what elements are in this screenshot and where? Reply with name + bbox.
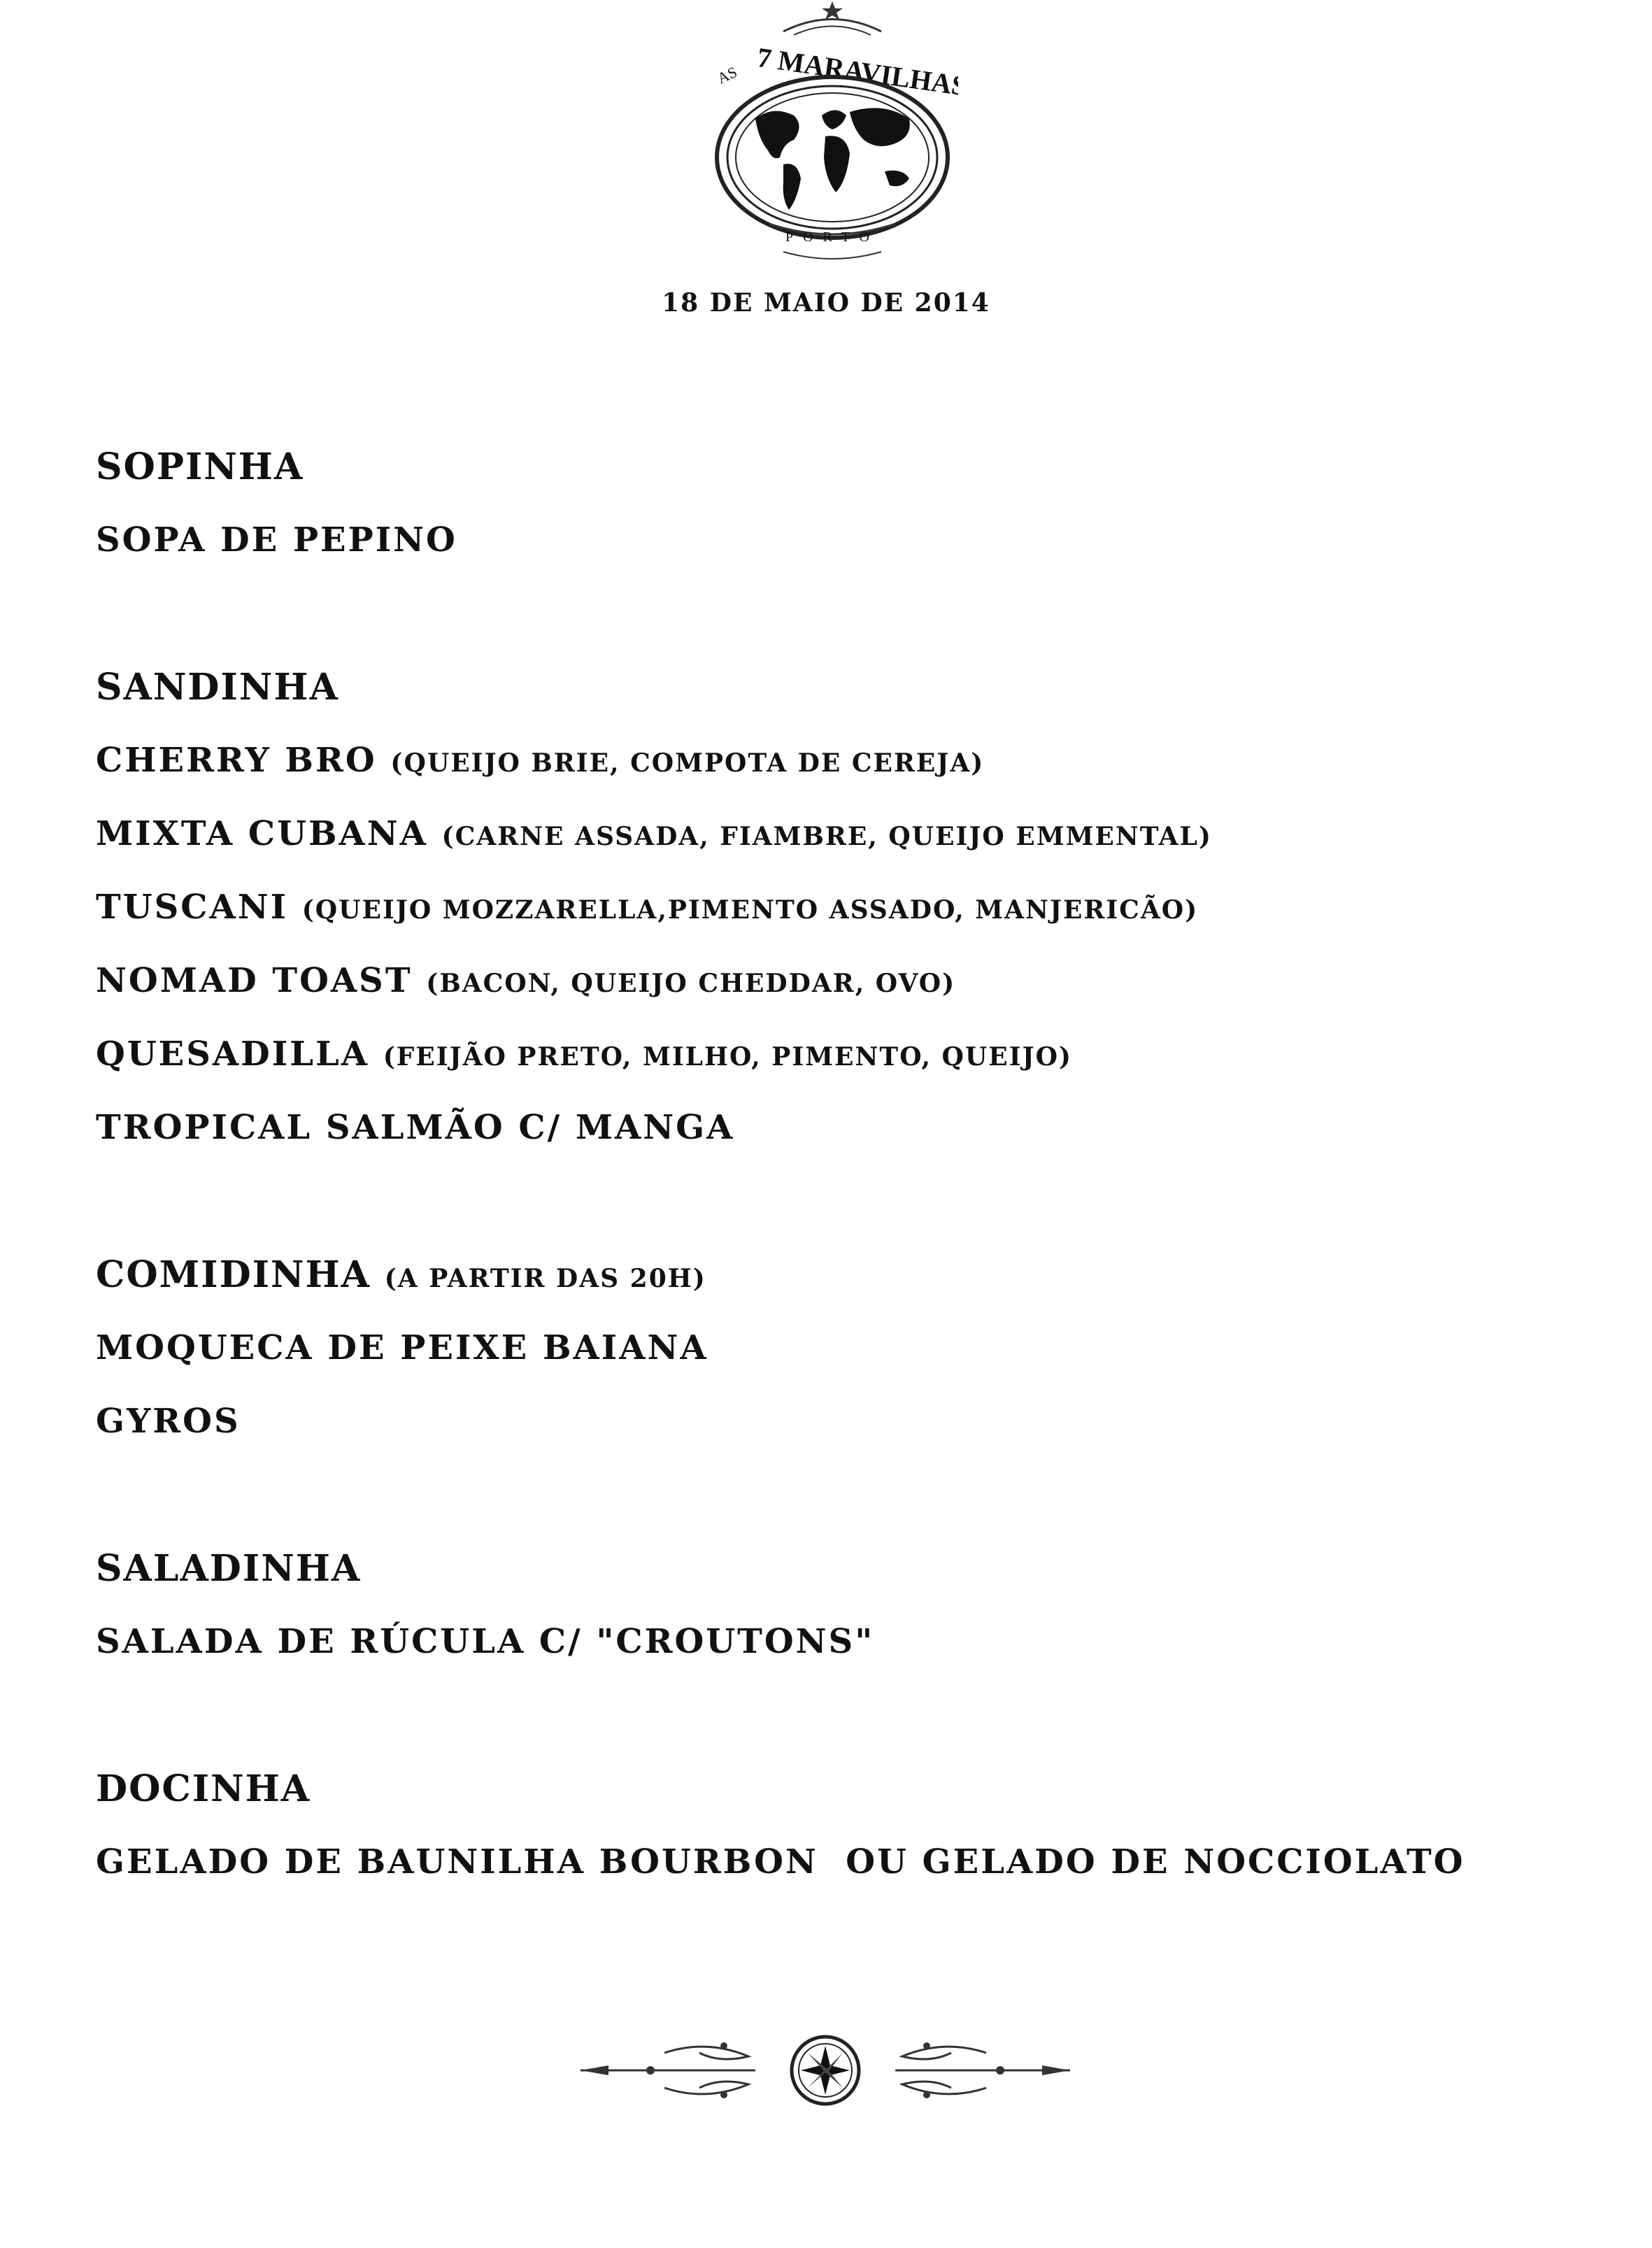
section-comidinha bbox=[96, 1238, 1565, 1458]
brand-main-text: 7 MARAVILHAS bbox=[755, 41, 958, 102]
item-description: (BACON, QUEIJO CHEDDAR, OVO) bbox=[426, 969, 956, 998]
item-name: QUESADILLA bbox=[96, 1034, 369, 1074]
menu-body bbox=[96, 430, 1565, 1899]
menu-item: GYROS bbox=[96, 1402, 241, 1441]
menu-item bbox=[96, 1091, 1565, 1165]
world-map-emblem-icon bbox=[706, 0, 958, 266]
section-note: (A PARTIR DAS 20H) bbox=[384, 1264, 706, 1293]
section-docinha bbox=[96, 1752, 1565, 1899]
item-name: TUSCANI bbox=[96, 888, 289, 927]
section-saladinha bbox=[96, 1532, 1565, 1679]
menu-item bbox=[96, 871, 1565, 944]
section-title: SALADINHA bbox=[96, 1547, 362, 1590]
item-name: NOMAD TOAST bbox=[96, 961, 413, 1000]
compass-divider-ornament-icon bbox=[581, 2032, 1070, 2109]
menu-date: 18 DE MAIO DE 2014 bbox=[662, 288, 990, 318]
section-title-row bbox=[96, 1238, 1565, 1311]
section-title: COMIDINHA bbox=[96, 1253, 371, 1296]
brand-top-text: AS bbox=[714, 62, 740, 87]
section-sopinha bbox=[96, 430, 1565, 577]
menu-item: SOPA DE PEPINO bbox=[96, 520, 457, 560]
item-name: MIXTA CUBANA bbox=[96, 814, 428, 853]
item-description: (CARNE ASSADA, FIAMBRE, QUEIJO EMMENTAL) bbox=[441, 822, 1212, 851]
item-description: (QUEIJO MOZZARELLA,PIMENTO ASSADO, MANJERICÃO) bbox=[301, 895, 1199, 925]
item-description: (FEIJÃO PRETO, MILHO, PIMENTO, QUEIJO) bbox=[383, 1042, 1072, 1072]
section-title: SOPINHA bbox=[96, 446, 304, 488]
item-description: (QUEIJO BRIE, COMPOTA DE CEREJA) bbox=[390, 748, 985, 778]
brand-logo bbox=[706, 0, 958, 266]
brand-city-text: PORTO bbox=[785, 229, 880, 245]
menu-item bbox=[96, 1018, 1565, 1091]
menu-item bbox=[96, 944, 1565, 1018]
menu-item bbox=[96, 797, 1565, 871]
menu-item: GELADO DE BAUNILHA BOURBON OU GELADO DE NOCCIOLATO bbox=[96, 1842, 1465, 1881]
menu-item: SALADA DE RÚCULA C/ "CROUTONS" bbox=[96, 1622, 875, 1661]
section-title: DOCINHA bbox=[96, 1767, 311, 1810]
menu-item bbox=[96, 724, 1565, 797]
section-title: SANDINHA bbox=[96, 666, 339, 709]
menu-item: MOQUECA DE PEIXE BAIANA bbox=[96, 1328, 708, 1367]
item-name: CHERRY BRO bbox=[96, 741, 377, 780]
section-sandinha bbox=[96, 650, 1565, 1165]
item-name: TROPICAL SALMÃO C/ MANGA bbox=[96, 1108, 735, 1147]
